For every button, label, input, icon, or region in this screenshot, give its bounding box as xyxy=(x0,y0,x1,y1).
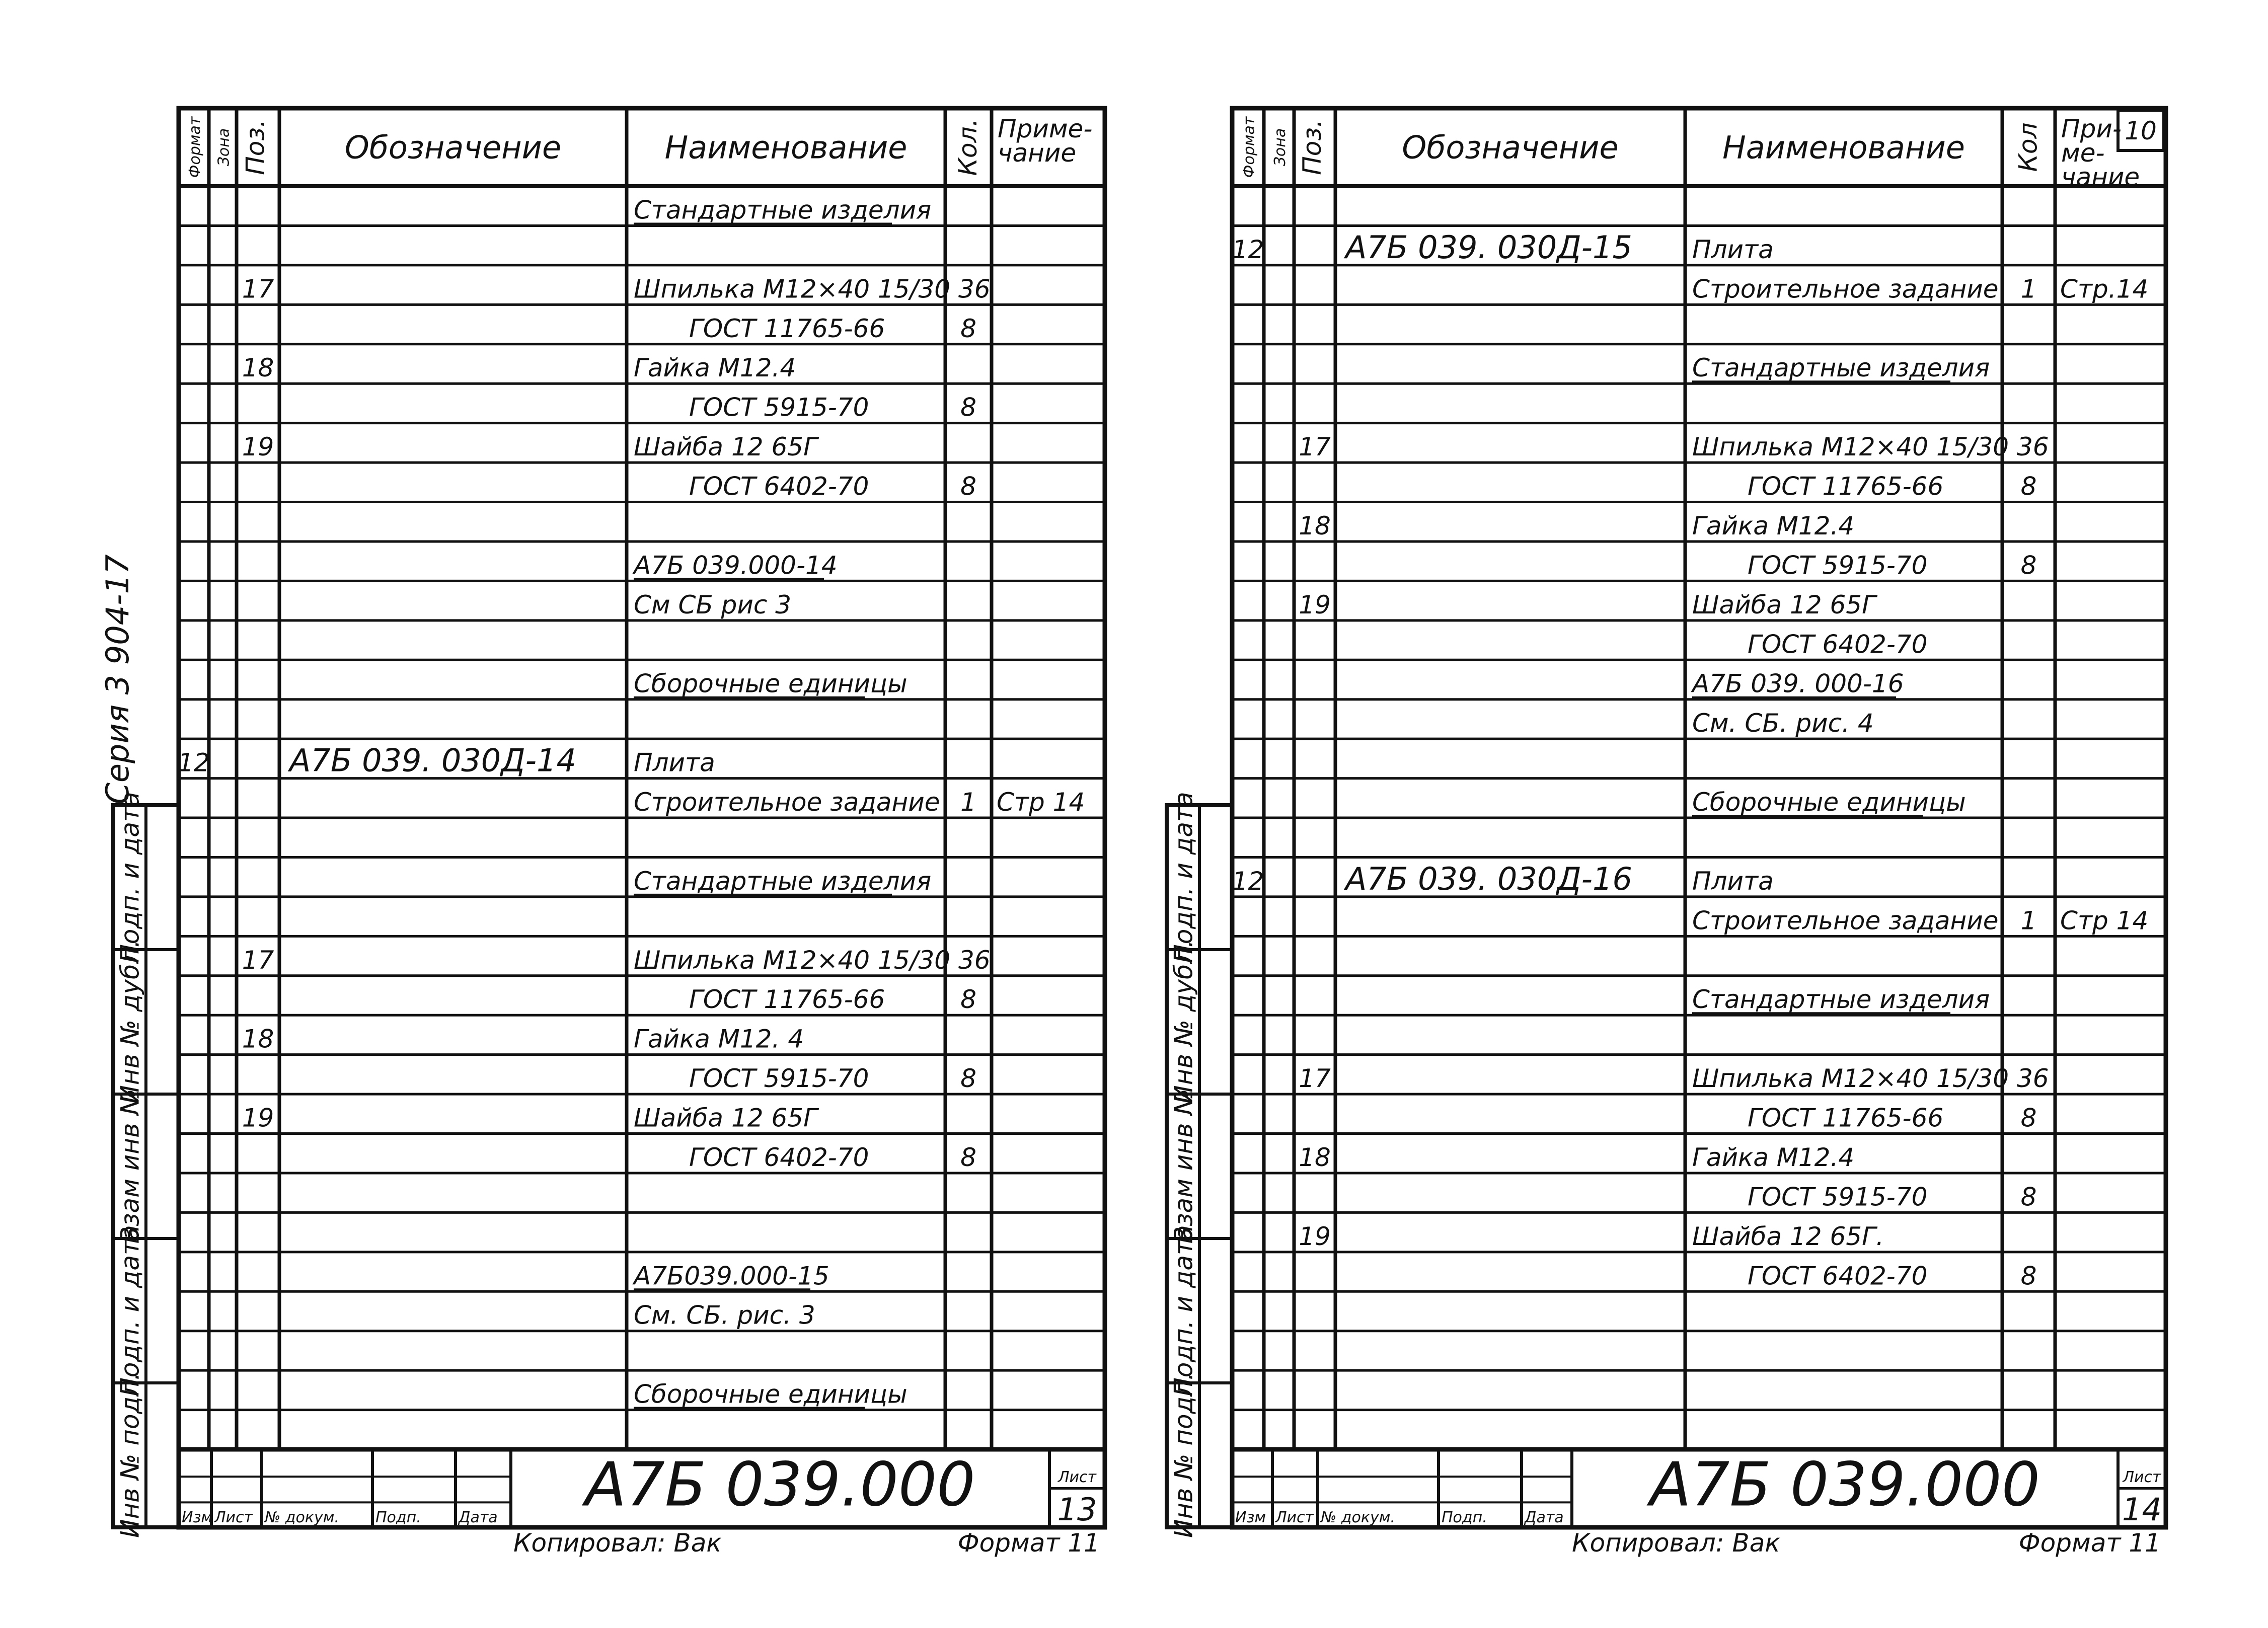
row-name: Строительное задание xyxy=(1692,906,1999,936)
row-name: Плита xyxy=(1692,866,1774,896)
title-block-caption: Лист xyxy=(214,1509,253,1526)
row-position: 17 xyxy=(242,274,274,304)
row-name: См СБ рис 3 xyxy=(634,590,792,619)
row-name: ГОСТ 6402-70 xyxy=(1748,630,1928,659)
side-stamp-label: Инв № подл. xyxy=(1169,1372,1198,1538)
row-name: См. СБ. рис. 4 xyxy=(1692,709,1874,738)
side-stamp-label: Инв № дубл. xyxy=(1169,940,1198,1104)
sheet-label: Лист xyxy=(1057,1468,1097,1487)
row-name: Гайка М12. 4 xyxy=(634,1024,804,1054)
row-name: ГОСТ 11765-66 xyxy=(1748,1103,1944,1133)
copied-by: Копировал: Вак xyxy=(513,1528,722,1558)
header-qty: Кол. xyxy=(953,118,982,176)
row-name: Стандартные изделия xyxy=(1692,353,1990,383)
row-designation: А7Б 039. 030Д-14 xyxy=(289,742,576,779)
row-name: Шайба 12 65Г. xyxy=(1692,1221,1884,1251)
row-position: 19 xyxy=(242,1103,274,1133)
row-position: 18 xyxy=(1299,1142,1331,1172)
row-name: Плита xyxy=(1692,235,1774,264)
row-name: См. СБ. рис. 3 xyxy=(634,1300,815,1330)
format-label: Формат 11 xyxy=(2018,1528,2161,1558)
row-name: Строительное задание xyxy=(634,788,940,817)
row-name: ГОСТ 5915-70 xyxy=(689,393,869,422)
row-name: А7Б 039. 000-16 xyxy=(1692,669,1904,699)
row-quantity: 8 xyxy=(2020,472,2037,501)
header-note: чание xyxy=(998,138,1077,168)
row-name: Сборочные единицы xyxy=(634,669,908,699)
side-stamp-label: Взам инв № xyxy=(115,1089,145,1244)
row-name: ГОСТ 6402-70 xyxy=(689,1142,869,1172)
row-name: ГОСТ 11765-66 xyxy=(689,985,885,1015)
format-label: Формат 11 xyxy=(957,1528,1100,1558)
row-note: Стр 14 xyxy=(2060,906,2149,936)
row-name: Шайба 12 65Г xyxy=(1692,590,1876,619)
right-sheet xyxy=(1134,0,2268,1628)
title-block-caption: № докум. xyxy=(265,1509,339,1526)
header-pos: Поз. xyxy=(241,119,270,175)
row-quantity: 8 xyxy=(2020,1103,2037,1133)
header-zone: Зона xyxy=(1271,128,1289,167)
header-designation: Обозначение xyxy=(1402,129,1619,166)
side-stamp-label: Взам инв № xyxy=(1169,1089,1198,1244)
title-block-caption: Лист xyxy=(1275,1509,1314,1526)
header-note: чание xyxy=(2061,163,2140,192)
row-note: Стр 14 xyxy=(997,788,1085,817)
row-name: Шпилька М12×40 15/30 36 xyxy=(634,945,991,975)
row-name: Сборочные единицы xyxy=(634,1379,908,1409)
side-stamp-label: Подп. и дата xyxy=(1169,792,1198,963)
row-name: Шайба 12 65Г xyxy=(634,432,817,462)
row-name: ГОСТ 5915-70 xyxy=(1748,1182,1928,1212)
row-name: ГОСТ 6402-70 xyxy=(689,472,869,501)
page-number: 10 xyxy=(2125,116,2157,145)
row-format: 12 xyxy=(1232,235,1264,264)
row-name: А7Б 039.000-14 xyxy=(634,551,838,580)
row-quantity: 8 xyxy=(960,393,976,422)
series-label: Серия 3 904-17 xyxy=(99,554,136,805)
copied-by: Копировал: Вак xyxy=(1572,1528,1780,1558)
row-quantity: 8 xyxy=(2020,1261,2037,1291)
row-note: Стр.14 xyxy=(2060,274,2149,304)
row-name: ГОСТ 11765-66 xyxy=(689,314,885,343)
row-quantity: 8 xyxy=(960,1064,976,1094)
row-name: Шпилька М12×40 15/30 36 xyxy=(1692,432,2049,462)
title-block-caption: Изм xyxy=(1235,1509,1266,1526)
row-name: Стандартные изделия xyxy=(1692,985,1990,1015)
row-position: 19 xyxy=(1299,1221,1331,1251)
sheet-number: 14 xyxy=(2122,1491,2162,1528)
row-quantity: 1 xyxy=(960,788,976,817)
row-quantity: 8 xyxy=(960,985,976,1015)
right-spec-form xyxy=(1134,0,2268,1628)
row-position: 18 xyxy=(1299,511,1331,540)
sheet-label: Лист xyxy=(2123,1468,2161,1487)
header-pos: Поз. xyxy=(1298,119,1327,175)
side-stamp-label: Инв № дубл. xyxy=(115,940,145,1104)
title-block-caption: Подп. xyxy=(375,1509,421,1526)
row-name: ГОСТ 11765-66 xyxy=(1748,472,1944,501)
title-block-caption: Изм xyxy=(182,1509,213,1526)
row-format: 12 xyxy=(178,748,210,778)
row-name: Шпилька М12×40 15/30 36 xyxy=(634,274,991,304)
row-name: Гайка М12.4 xyxy=(1692,1142,1855,1172)
title-block-caption: Дата xyxy=(1525,1509,1564,1526)
sheet-number: 13 xyxy=(1057,1491,1097,1528)
row-name: Стандартные изделия xyxy=(634,866,932,896)
row-name: А7Б039.000-15 xyxy=(634,1261,829,1291)
row-position: 17 xyxy=(1299,1064,1331,1094)
row-format: 12 xyxy=(1232,866,1264,896)
row-quantity: 8 xyxy=(960,472,976,501)
row-designation: А7Б 039. 030Д-15 xyxy=(1345,228,1632,266)
header-format: Формат xyxy=(1240,116,1258,178)
row-position: 19 xyxy=(1299,590,1331,619)
row-quantity: 1 xyxy=(2020,906,2037,936)
row-name: Шайба 12 65Г xyxy=(634,1103,817,1133)
document-code: А7Б 039.000 xyxy=(585,1450,975,1520)
row-name: Гайка М12.4 xyxy=(634,353,796,383)
header-qty: Кол xyxy=(2013,122,2043,172)
side-stamp-label: Подп. и дата xyxy=(115,792,145,963)
row-name: ГОСТ 5915-70 xyxy=(689,1064,869,1094)
row-name: Сборочные единицы xyxy=(1692,788,1966,817)
row-name: Строительное задание xyxy=(1692,274,1999,304)
title-block-caption: Подп. xyxy=(1442,1509,1487,1526)
header-name: Наименование xyxy=(1722,129,1965,166)
row-name: Шпилька М12×40 15/30 36 xyxy=(1692,1064,2049,1094)
side-stamp-label: Инв № подл. xyxy=(115,1372,145,1538)
row-quantity: 1 xyxy=(2020,274,2037,304)
row-quantity: 8 xyxy=(2020,1182,2037,1212)
header-note: ме- xyxy=(2061,138,2105,168)
header-format: Формат xyxy=(186,116,204,178)
row-position: 18 xyxy=(242,353,274,383)
row-position: 17 xyxy=(242,945,274,975)
header-note: При- xyxy=(2061,114,2122,143)
side-stamp-label: Подп. и дата xyxy=(115,1225,145,1397)
row-designation: А7Б 039. 030Д-16 xyxy=(1345,860,1632,897)
header-name: Наименование xyxy=(664,129,908,166)
title-block-caption: № докум. xyxy=(1321,1509,1395,1526)
row-name: Гайка М12.4 xyxy=(1692,511,1855,540)
row-quantity: 8 xyxy=(960,1142,976,1172)
row-quantity: 8 xyxy=(960,314,976,343)
header-zone: Зона xyxy=(215,128,233,167)
row-name: Стандартные изделия xyxy=(634,195,932,225)
row-position: 18 xyxy=(242,1024,274,1054)
row-position: 17 xyxy=(1299,432,1331,462)
row-position: 19 xyxy=(242,432,274,462)
row-quantity: 8 xyxy=(2020,551,2037,580)
row-name: ГОСТ 5915-70 xyxy=(1748,551,1928,580)
document-code: А7Б 039.000 xyxy=(1649,1450,2040,1520)
title-block-caption: Дата xyxy=(459,1509,498,1526)
header-designation: Обозначение xyxy=(344,129,562,166)
row-name: Плита xyxy=(634,748,715,778)
header-note: Приме- xyxy=(998,114,1093,143)
side-stamp-label: Подп. и дата xyxy=(1169,1225,1198,1397)
row-name: ГОСТ 6402-70 xyxy=(1748,1261,1928,1291)
